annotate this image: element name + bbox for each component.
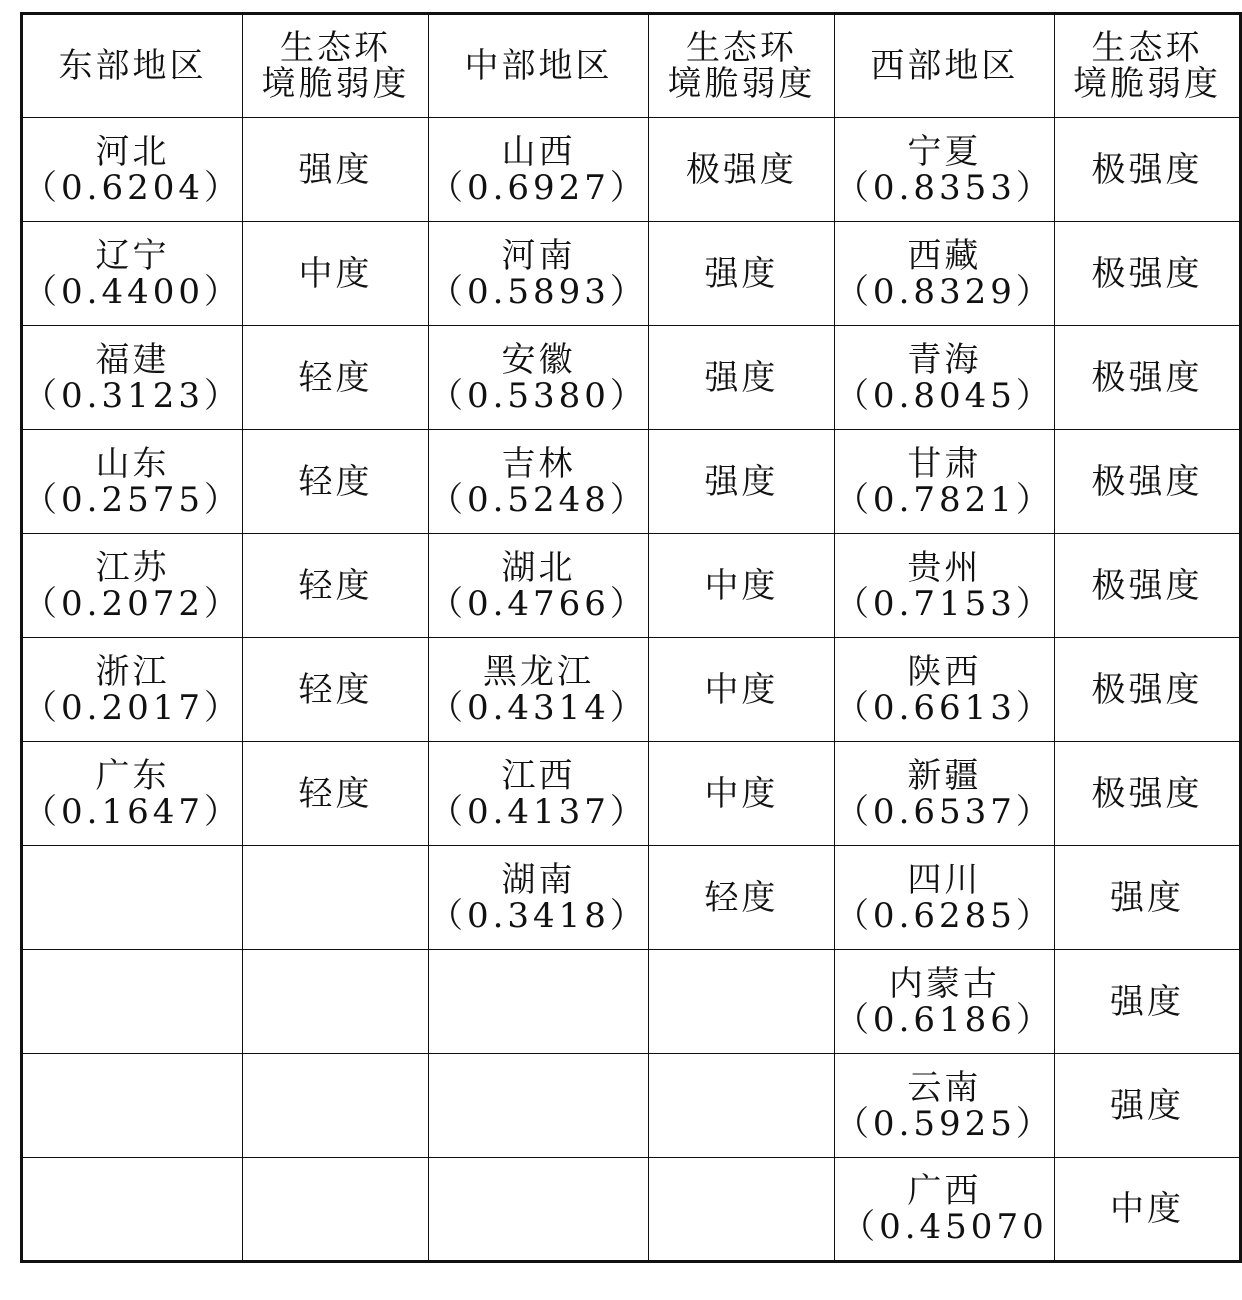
header-central-region	[428, 14, 648, 118]
cell-central-vulnerability	[648, 118, 834, 222]
province-name: 浙江	[95, 651, 170, 692]
cell-central-province	[428, 1054, 648, 1158]
cell-west-province	[834, 1054, 1054, 1158]
province-index-value: （0.5380）	[428, 375, 648, 416]
header-central-vulnerability	[648, 14, 834, 118]
cell-west-province	[834, 430, 1054, 534]
cell-east-province	[22, 118, 243, 222]
province-name: 甘肃	[907, 443, 982, 484]
header-label	[243, 30, 428, 102]
cell-central-vulnerability	[648, 1054, 834, 1158]
province-name: 吉林	[501, 443, 576, 484]
cell-east-province	[22, 326, 243, 430]
header-label: 中部地区	[464, 46, 613, 86]
province-name: 江西	[501, 755, 576, 796]
table-row	[22, 326, 1241, 430]
cell-west-province	[834, 950, 1054, 1054]
cell-east-province	[22, 1054, 243, 1158]
cell-central-vulnerability	[648, 742, 834, 846]
vulnerability-level: 极强度	[685, 149, 797, 190]
province-name: 陕西	[907, 651, 982, 692]
province-index-value: （0.4766）	[428, 583, 648, 624]
header-label	[649, 30, 834, 102]
cell-east-province	[22, 950, 243, 1054]
table-row	[22, 742, 1241, 846]
cell-west-province	[834, 1158, 1054, 1262]
vulnerability-level: 强度	[1109, 981, 1184, 1022]
cell-west-vulnerability	[1054, 118, 1240, 222]
province-name: 河北	[95, 131, 170, 172]
vulnerability-level: 中度	[704, 773, 779, 814]
cell-west-vulnerability	[1054, 326, 1240, 430]
cell-west-province	[834, 638, 1054, 742]
cell-central-vulnerability	[648, 638, 834, 742]
province-index-value: （0.4400）	[23, 271, 242, 312]
cell-east-vulnerability	[242, 742, 428, 846]
vulnerability-level: 极强度	[1091, 461, 1203, 502]
cell-west-vulnerability	[1054, 950, 1240, 1054]
header-label: 西部地区	[870, 46, 1019, 86]
province-name: 江苏	[95, 547, 170, 588]
cell-west-vulnerability	[1054, 638, 1240, 742]
header-row	[22, 14, 1241, 118]
cell-central-vulnerability	[648, 222, 834, 326]
vulnerability-level: 极强度	[1091, 669, 1203, 710]
cell-central-province	[428, 846, 648, 950]
cell-central-province	[428, 118, 648, 222]
cell-east-vulnerability	[242, 638, 428, 742]
cell-west-vulnerability	[1054, 846, 1240, 950]
cell-east-province	[22, 742, 243, 846]
header-label: 东部地区	[58, 46, 207, 86]
header-label-line: 境脆弱度	[261, 64, 410, 104]
province-name: 宁夏	[907, 131, 982, 172]
province-index-value: （0.6537）	[834, 791, 1054, 832]
cell-west-vulnerability	[1054, 430, 1240, 534]
vulnerability-level: 极强度	[1091, 357, 1203, 398]
header-label	[1055, 30, 1239, 102]
cell-west-province	[834, 742, 1054, 846]
vulnerability-level: 轻度	[298, 357, 373, 398]
cell-east-vulnerability	[242, 950, 428, 1054]
header-west-vulnerability	[1054, 14, 1240, 118]
province-name: 广西	[907, 1171, 982, 1211]
header-label-line: 生态环	[279, 28, 391, 68]
vulnerability-level: 中度	[704, 565, 779, 606]
province-index-value: （0.2072）	[23, 583, 242, 624]
cell-central-vulnerability	[648, 1158, 834, 1262]
province-name: 新疆	[907, 755, 982, 796]
cell-east-vulnerability	[242, 1158, 428, 1262]
province-name: 辽宁	[95, 235, 170, 276]
province-index-value: （0.5248）	[428, 479, 648, 520]
vulnerability-level: 强度	[1109, 877, 1184, 918]
province-name: 山东	[95, 443, 170, 484]
province-index-value: （0.6186）	[834, 999, 1054, 1040]
table-row	[22, 534, 1241, 638]
header-label-line: 生态环	[685, 28, 797, 68]
cell-central-province	[428, 222, 648, 326]
cell-east-province	[22, 534, 243, 638]
vulnerability-level: 强度	[1109, 1085, 1184, 1126]
province-index-value: （0.8329）	[834, 271, 1054, 312]
province-name: 云南	[907, 1067, 982, 1108]
table-row	[22, 638, 1241, 742]
vulnerability-level: 极强度	[1091, 149, 1203, 190]
province-index-value: （0.7821）	[834, 479, 1054, 520]
province-index-value: （0.6204）	[23, 167, 242, 208]
province-name: 湖北	[501, 547, 576, 588]
header-east-vulnerability	[242, 14, 428, 118]
province-name: 贵州	[907, 547, 982, 588]
province-index-value: （0.4314）	[428, 687, 648, 728]
table-row	[22, 118, 1241, 222]
province-name: 河南	[501, 235, 576, 276]
cell-east-vulnerability	[242, 1054, 428, 1158]
province-name: 西藏	[907, 235, 982, 276]
province-name: 内蒙古	[888, 963, 1000, 1004]
cell-east-province	[22, 1158, 243, 1262]
cell-east-province	[22, 846, 243, 950]
cell-central-vulnerability	[648, 534, 834, 638]
vulnerability-level: 强度	[704, 253, 779, 294]
cell-west-province	[834, 222, 1054, 326]
vulnerability-level: 轻度	[704, 877, 779, 918]
cell-central-province	[428, 950, 648, 1054]
header-label-line: 生态环	[1091, 28, 1203, 68]
header-west-region	[834, 14, 1054, 118]
province-index-value: （0.2017）	[23, 687, 242, 728]
vulnerability-level: 中度	[298, 253, 373, 294]
province-index-value: （0.6285）	[834, 895, 1054, 936]
cell-east-vulnerability	[242, 846, 428, 950]
vulnerability-level: 强度	[704, 357, 779, 398]
cell-east-vulnerability	[242, 430, 428, 534]
vulnerability-level: 轻度	[298, 565, 373, 606]
header-east-region	[22, 14, 243, 118]
province-index-value: （0.2575）	[23, 479, 242, 520]
province-index-value: （0.6927）	[428, 167, 648, 208]
province-name: 安徽	[501, 339, 576, 380]
vulnerability-table	[20, 12, 1242, 1263]
cell-east-vulnerability	[242, 326, 428, 430]
cell-west-vulnerability	[1054, 742, 1240, 846]
cell-west-province	[834, 118, 1054, 222]
header-label-line: 境脆弱度	[1072, 64, 1221, 104]
cell-central-province	[428, 534, 648, 638]
province-index-value: （0.8045）	[834, 375, 1054, 416]
province-index-value: （0.5893）	[428, 271, 648, 312]
cell-east-province	[22, 430, 243, 534]
table-row	[22, 222, 1241, 326]
province-index-value: （0.4137）	[428, 791, 648, 832]
cell-central-vulnerability	[648, 326, 834, 430]
cell-west-province	[834, 326, 1054, 430]
table-row	[22, 950, 1241, 1054]
cell-central-vulnerability	[648, 950, 834, 1054]
province-name: 湖南	[501, 859, 576, 900]
province-index-value: （0.3418）	[428, 895, 648, 936]
province-name: 福建	[95, 339, 170, 380]
province-name: 广东	[95, 755, 170, 796]
province-index-value: （0.6613）	[834, 687, 1054, 728]
cell-central-province	[428, 326, 648, 430]
province-name: 青海	[907, 339, 982, 380]
cell-west-vulnerability	[1054, 1158, 1240, 1262]
header-label-line: 境脆弱度	[667, 64, 816, 104]
table-row	[22, 846, 1241, 950]
vulnerability-level: 极强度	[1091, 253, 1203, 294]
vulnerability-level: 中度	[704, 669, 779, 710]
cell-east-province	[22, 222, 243, 326]
cell-central-province	[428, 1158, 648, 1262]
province-name: 山西	[501, 131, 576, 172]
province-index-value: （0.1647）	[23, 791, 242, 832]
table-row	[22, 430, 1241, 534]
table-row	[22, 1054, 1241, 1158]
cell-central-vulnerability	[648, 430, 834, 534]
province-index-value: （0.5925）	[834, 1103, 1054, 1144]
vulnerability-level: 轻度	[298, 669, 373, 710]
province-name: 黑龙江	[482, 651, 594, 692]
cell-west-province	[834, 534, 1054, 638]
cell-east-vulnerability	[242, 534, 428, 638]
vulnerability-level: 强度	[298, 149, 373, 190]
cell-west-vulnerability	[1054, 534, 1240, 638]
cell-central-vulnerability	[648, 846, 834, 950]
vulnerability-level: 轻度	[298, 461, 373, 502]
province-index-value: （0.8353）	[834, 167, 1054, 208]
cell-central-province	[428, 638, 648, 742]
province-name: 四川	[907, 859, 982, 900]
vulnerability-level: 强度	[704, 461, 779, 502]
cell-central-province	[428, 742, 648, 846]
vulnerability-level: 轻度	[298, 773, 373, 814]
vulnerability-level: 极强度	[1091, 565, 1203, 606]
cell-central-province	[428, 430, 648, 534]
province-index-value: （0.7153）	[834, 583, 1054, 624]
cell-west-vulnerability	[1054, 1054, 1240, 1158]
cell-west-vulnerability	[1054, 222, 1240, 326]
vulnerability-level: 极强度	[1091, 773, 1203, 814]
province-index-value: （0.3123）	[23, 375, 242, 416]
table-row	[22, 1158, 1241, 1262]
cell-west-province	[834, 846, 1054, 950]
cell-east-province	[22, 638, 243, 742]
province-index-value: （0.45070	[841, 1207, 1048, 1247]
cell-east-vulnerability	[242, 118, 428, 222]
vulnerability-level: 中度	[1109, 1189, 1184, 1229]
cell-east-vulnerability	[242, 222, 428, 326]
